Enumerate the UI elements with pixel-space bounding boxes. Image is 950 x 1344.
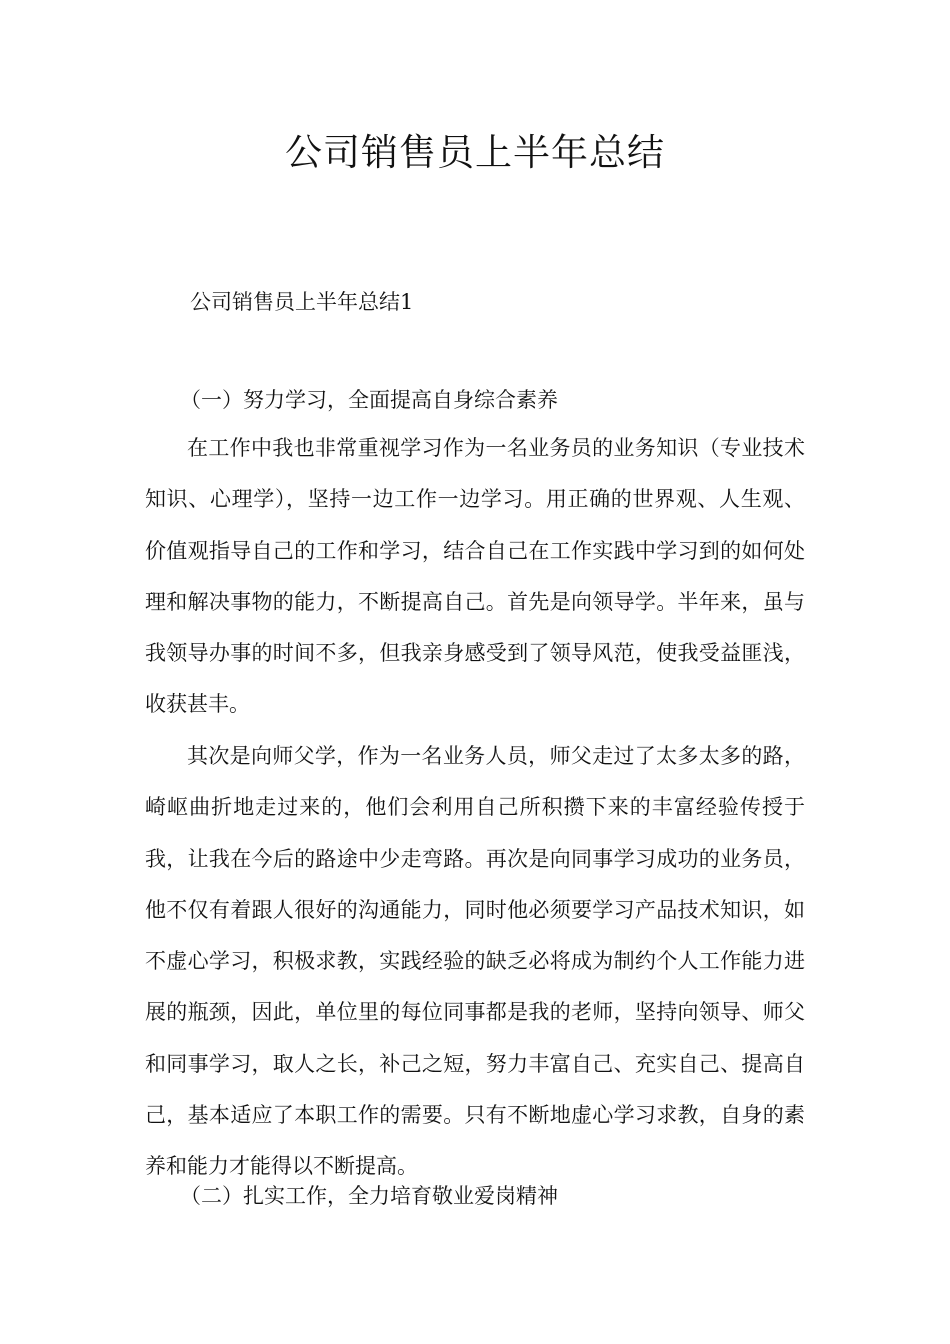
section-heading-1: （一）努力学习，全面提高自身综合素养 [180, 388, 558, 412]
document-title: 公司销售员上半年总结 [285, 131, 665, 174]
body-paragraph-1: 在工作中我也非常重视学习作为一名业务员的业务知识（专业技术知识、心理学），坚持一边工作一边学习。用正确的世界观、人生观、价值观指导自己的工作和学习，结合自己在工作实践中学习到的如何处理和解决事物的能力，不断提高自己。首先是向领导学。半年来，虽与我领导办事的时间不多，但我亲身感受到了领导风范，使我受益匪浅，收获甚丰。 [145, 436, 805, 717]
section-heading-2: （二）扎实工作，全力培育敬业爱岗精神 [180, 1184, 558, 1208]
body-paragraph-2: 其次是向师父学，作为一名业务人员，师父走过了太多太多的路，崎岖曲折地走过来的，他们会利用自己所积攒下来的丰富经验传授于我，让我在今后的路途中少走弯路。再次是向同事学习成功的业务员，他不仅有着跟人很好的沟通能力，同时他必须要学习产品技术知识，如不虚心学习，积极求教，实践经验的缺乏必将成为制约个人工作能力进展的瓶颈，因此，单位里的每位同事都是我的老师，坚持向领导、师父和同事学习，取人之长，补己之短，努力丰富自己、充实自己、提高自己，基本适应了本职工作的需要。只有不断地虚心学习求教，自身的素养和能力才能得以不断提高。 [145, 744, 805, 1179]
document-subtitle: 公司销售员上半年总结1 [190, 290, 414, 314]
